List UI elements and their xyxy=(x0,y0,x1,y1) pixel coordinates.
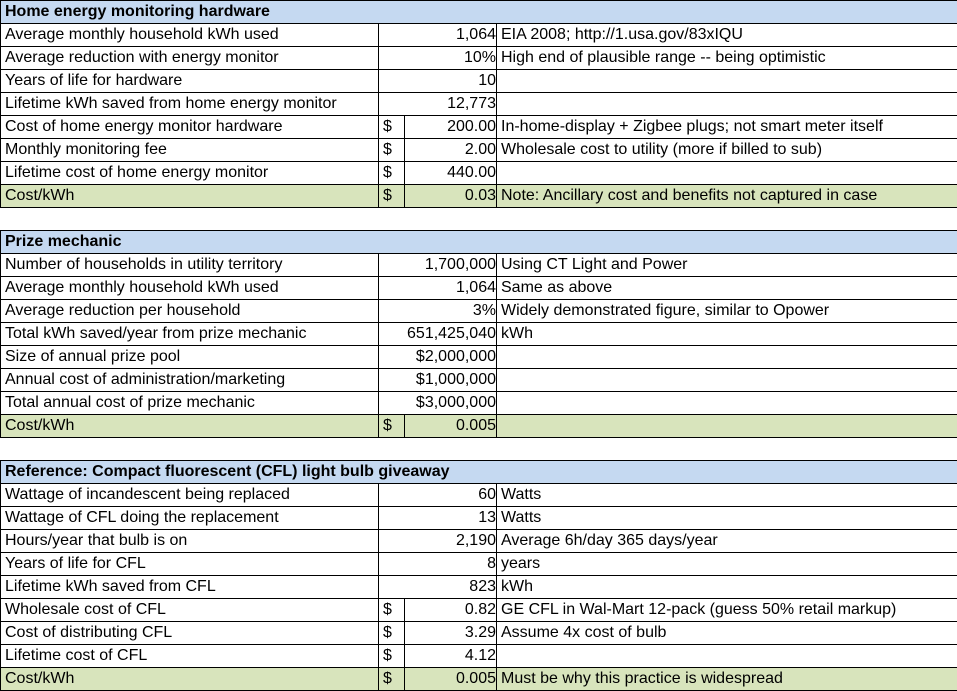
total-label-cell[interactable]: Cost/kWh xyxy=(1,185,379,208)
table-row xyxy=(1,622,957,645)
table-row xyxy=(1,24,957,47)
currency-symbol-cell[interactable]: $ xyxy=(379,185,405,208)
table-row xyxy=(1,346,957,369)
row-value-cell[interactable]: 10% xyxy=(379,47,497,70)
row-value-cell[interactable]: 3% xyxy=(379,300,497,323)
row-note-cell[interactable]: Average 6h/day 365 days/year xyxy=(497,530,957,553)
row-value-cell[interactable]: 4.12 xyxy=(405,645,497,668)
row-label-cell[interactable]: Cost of distributing CFL xyxy=(1,622,379,645)
row-note-cell[interactable] xyxy=(497,392,957,415)
table-row xyxy=(1,530,957,553)
table-row xyxy=(1,116,957,139)
row-label-cell[interactable]: Wholesale cost of CFL xyxy=(1,599,379,622)
row-value-cell[interactable]: 60 xyxy=(379,484,497,507)
row-label-cell[interactable]: Total annual cost of prize mechanic xyxy=(1,392,379,415)
row-label-cell[interactable]: Lifetime kWh saved from home energy monitor xyxy=(1,93,379,116)
table-row xyxy=(1,507,957,530)
row-value-cell[interactable]: 1,700,000 xyxy=(379,254,497,277)
total-note-cell[interactable]: Note: Ancillary cost and benefits not captured in case xyxy=(497,185,957,208)
row-note-cell[interactable] xyxy=(497,346,957,369)
total-note-cell[interactable] xyxy=(497,415,957,438)
total-row xyxy=(1,415,957,438)
currency-symbol-cell[interactable]: $ xyxy=(379,622,405,645)
row-note-cell[interactable]: Watts xyxy=(497,484,957,507)
row-label-cell[interactable]: Lifetime kWh saved from CFL xyxy=(1,576,379,599)
row-label-cell[interactable]: Average reduction per household xyxy=(1,300,379,323)
row-note-cell[interactable] xyxy=(497,93,957,116)
row-label-cell[interactable]: Hours/year that bulb is on xyxy=(1,530,379,553)
row-value-cell[interactable]: 3.29 xyxy=(405,622,497,645)
total-row xyxy=(1,185,957,208)
row-value-cell[interactable]: 1,064 xyxy=(379,277,497,300)
row-value-cell[interactable]: 2,190 xyxy=(379,530,497,553)
total-note-cell[interactable]: Must be why this practice is widespread xyxy=(497,668,957,691)
currency-symbol-cell[interactable]: $ xyxy=(379,116,405,139)
table-row xyxy=(1,576,957,599)
row-label-cell[interactable]: Wattage of incandescent being replaced xyxy=(1,484,379,507)
table-row xyxy=(1,254,957,277)
row-value-cell[interactable]: 823 xyxy=(379,576,497,599)
row-note-cell[interactable]: EIA 2008; http://1.usa.gov/83xIQU xyxy=(497,24,957,47)
row-label-cell[interactable]: Average reduction with energy monitor xyxy=(1,47,379,70)
row-note-cell[interactable]: Same as above xyxy=(497,277,957,300)
row-label-cell[interactable]: Years of life for CFL xyxy=(1,553,379,576)
row-value-cell[interactable]: $3,000,000 xyxy=(379,392,497,415)
row-label-cell[interactable]: Annual cost of administration/marketing xyxy=(1,369,379,392)
row-value-cell[interactable]: 1,064 xyxy=(379,24,497,47)
row-value-cell[interactable]: $1,000,000 xyxy=(379,369,497,392)
row-note-cell[interactable]: In-home-display + Zigbee plugs; not smart meter itself xyxy=(497,116,957,139)
table-row xyxy=(1,47,957,70)
table-row xyxy=(1,277,957,300)
total-value-cell[interactable]: 0.03 xyxy=(405,185,497,208)
row-label-cell[interactable]: Average monthly household kWh used xyxy=(1,277,379,300)
table-row xyxy=(1,599,957,622)
row-note-cell[interactable]: years xyxy=(497,553,957,576)
currency-symbol-cell[interactable]: $ xyxy=(379,645,405,668)
spacer-cell[interactable] xyxy=(1,438,957,461)
total-label-cell[interactable]: Cost/kWh xyxy=(1,668,379,691)
total-label-cell[interactable]: Cost/kWh xyxy=(1,415,379,438)
table-row xyxy=(1,300,957,323)
row-note-cell[interactable]: Assume 4x cost of bulb xyxy=(497,622,957,645)
row-label-cell[interactable]: Lifetime cost of CFL xyxy=(1,645,379,668)
spacer-row xyxy=(1,438,957,461)
row-value-cell[interactable]: 2.00 xyxy=(405,139,497,162)
table-row xyxy=(1,392,957,415)
section-header xyxy=(1,461,957,484)
row-note-cell[interactable] xyxy=(497,645,957,668)
row-value-cell[interactable]: $2,000,000 xyxy=(379,346,497,369)
table-row xyxy=(1,70,957,93)
row-note-cell[interactable]: Watts xyxy=(497,507,957,530)
row-label-cell[interactable]: Monthly monitoring fee xyxy=(1,139,379,162)
section-header xyxy=(1,1,957,24)
row-note-cell[interactable]: Widely demonstrated figure, similar to Opower xyxy=(497,300,957,323)
table-row xyxy=(1,369,957,392)
total-value-cell[interactable]: 0.005 xyxy=(405,415,497,438)
currency-symbol-cell[interactable]: $ xyxy=(379,139,405,162)
spacer-row xyxy=(1,208,957,231)
row-value-cell[interactable]: 651,425,040 xyxy=(379,323,497,346)
row-note-cell[interactable] xyxy=(497,369,957,392)
table-row xyxy=(1,484,957,507)
row-value-cell[interactable]: 13 xyxy=(379,507,497,530)
row-value-cell[interactable]: 440.00 xyxy=(405,162,497,185)
spacer-cell[interactable] xyxy=(1,208,957,231)
row-value-cell[interactable]: 10 xyxy=(379,70,497,93)
total-row xyxy=(1,668,957,691)
row-note-cell[interactable]: Wholesale cost to utility (more if billed to sub) xyxy=(497,139,957,162)
section-title[interactable]: Reference: Compact fluorescent (CFL) light bulb giveaway xyxy=(1,461,957,484)
currency-symbol-cell[interactable]: $ xyxy=(379,415,405,438)
row-label-cell[interactable]: Lifetime cost of home energy monitor xyxy=(1,162,379,185)
row-label-cell[interactable]: Wattage of CFL doing the replacement xyxy=(1,507,379,530)
row-label-cell[interactable]: Number of households in utility territory xyxy=(1,254,379,277)
row-label-cell[interactable]: Average monthly household kWh used xyxy=(1,24,379,47)
table-row xyxy=(1,93,957,116)
row-note-cell[interactable]: GE CFL in Wal-Mart 12-pack (guess 50% retail markup) xyxy=(497,599,957,622)
currency-symbol-cell[interactable]: $ xyxy=(379,599,405,622)
table-row xyxy=(1,162,957,185)
table-row xyxy=(1,139,957,162)
row-note-cell[interactable]: kWh xyxy=(497,576,957,599)
table-row xyxy=(1,323,957,346)
row-note-cell[interactable]: kWh xyxy=(497,323,957,346)
row-note-cell[interactable] xyxy=(497,70,957,93)
section-header xyxy=(1,231,957,254)
currency-symbol-cell[interactable]: $ xyxy=(379,668,405,691)
row-value-cell[interactable]: 8 xyxy=(379,553,497,576)
table-row xyxy=(1,645,957,668)
row-value-cell[interactable]: 200.00 xyxy=(405,116,497,139)
row-label-cell[interactable]: Total kWh saved/year from prize mechanic xyxy=(1,323,379,346)
table-row xyxy=(1,553,957,576)
row-value-cell[interactable]: 0.82 xyxy=(405,599,497,622)
total-value-cell[interactable]: 0.005 xyxy=(405,668,497,691)
row-label-cell[interactable]: Years of life for hardware xyxy=(1,70,379,93)
section-title[interactable]: Home energy monitoring hardware xyxy=(1,1,957,24)
section-title[interactable]: Prize mechanic xyxy=(1,231,957,254)
row-label-cell[interactable]: Size of annual prize pool xyxy=(1,346,379,369)
row-label-cell[interactable]: Cost of home energy monitor hardware xyxy=(1,116,379,139)
row-note-cell[interactable]: High end of plausible range -- being optimistic xyxy=(497,47,957,70)
row-note-cell[interactable]: Using CT Light and Power xyxy=(497,254,957,277)
row-note-cell[interactable] xyxy=(497,162,957,185)
row-value-cell[interactable]: 12,773 xyxy=(379,93,497,116)
currency-symbol-cell[interactable]: $ xyxy=(379,162,405,185)
